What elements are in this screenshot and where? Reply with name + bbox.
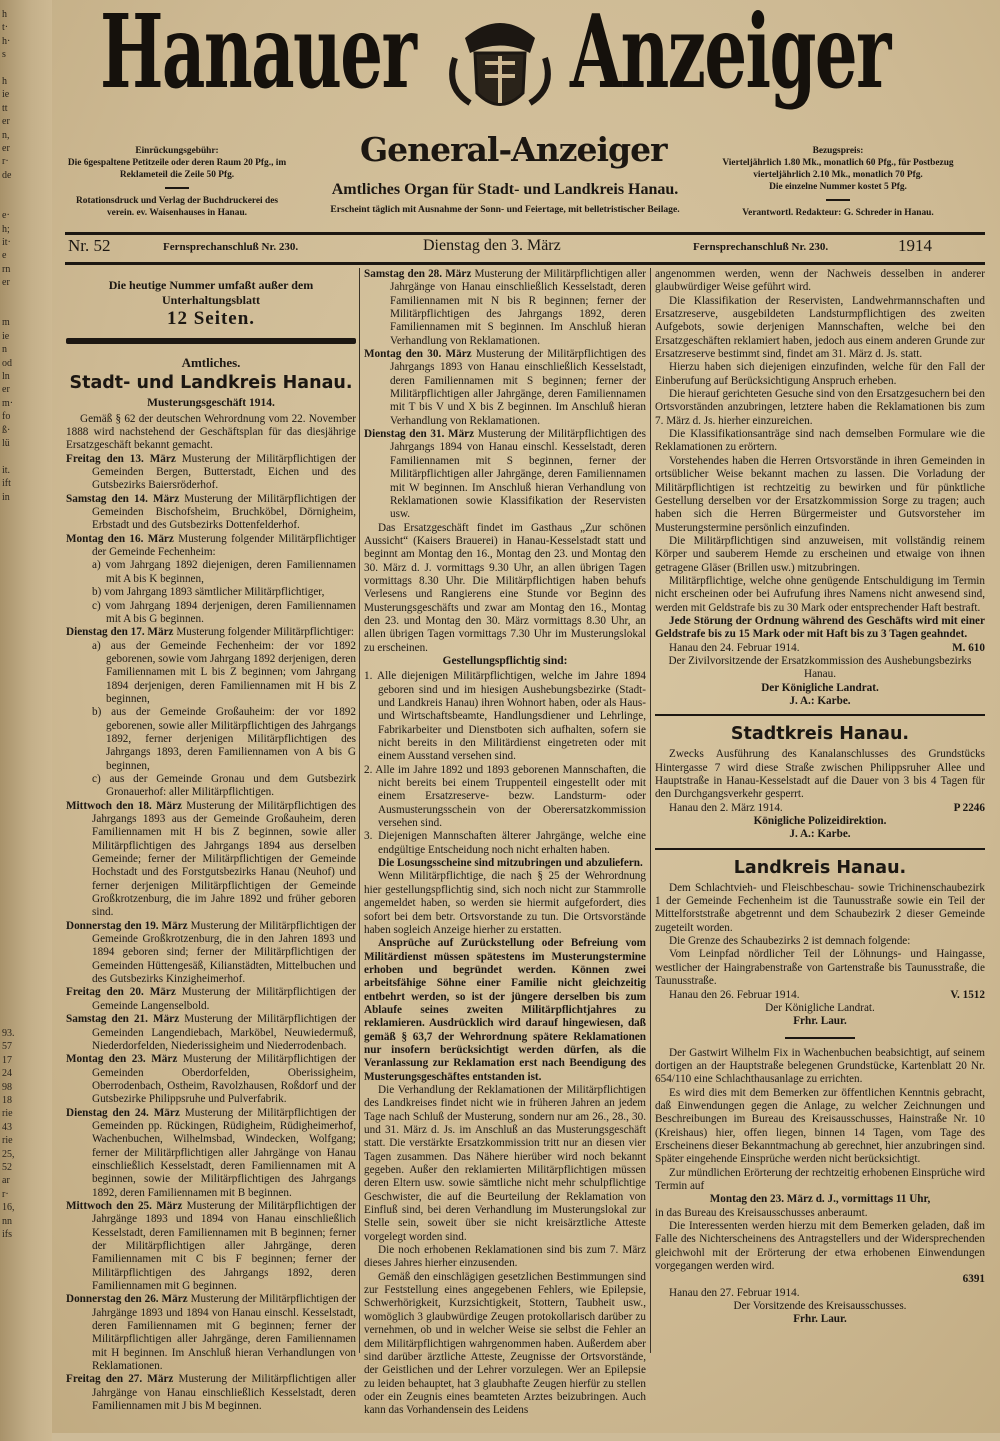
schedule-text: Musterung der Militärpflichtigen des Jahrgangs 1893 aus der Gemeinde Großauheim, deren Familiennamen mit H bis Z beginnen, sowie aller Militärpflichtigen des Jahrgangs 1894 aus derselben Gemeinde; ferner der Militärpflichtigen der Gemeinde Hochstadt und des Forstgutsbezirks Hanau (Neuhof) und ferner derjenigen Militärpflichtigen der Gemeinde Großkrotzenburg, die im Jahre 1892 und früher geboren sind.: [92, 799, 356, 919]
schedule-entry: [66, 986, 356, 1013]
margin-fragment: ln: [2, 370, 10, 382]
margin-fragment: in: [2, 491, 10, 503]
paragraph: Die Militärpflichtigen sind anzuweisen, mit vollständig reinem Körper und sauberem Hemde zu erscheinen und etwaige von ihnen getragene Gläser (Brillen usw.) mitzubringen.: [655, 534, 985, 574]
margin-fragment: [0, 182, 52, 195]
margin-fragment: [0, 450, 52, 463]
margin-fragment: 18: [2, 1094, 12, 1106]
margin-fragment: m: [2, 317, 10, 329]
date-reference-line: [655, 989, 985, 1002]
margin-fragment: [0, 933, 52, 946]
issue-year: 1914: [898, 236, 932, 255]
notice-rule: [66, 338, 356, 344]
margin-fragment: [0, 839, 52, 852]
title-hanauer: Hanauer: [100, 0, 416, 112]
margin-fragment: [0, 571, 52, 584]
schedule-entry: [66, 1373, 356, 1413]
margin-fragment: ifs: [2, 1228, 12, 1240]
margin-fragment: [0, 517, 52, 530]
margin-fragment: e·: [2, 210, 10, 222]
margin-fragment: [0, 652, 52, 665]
margin-fragment: h;: [2, 223, 10, 235]
margin-fragment: tt: [2, 102, 8, 114]
schedule-day: Mittwoch den 18. März: [66, 799, 183, 812]
schedule-text: Musterung der Militärpflichtigen der Gemeinden pp. Rückingen, Rüdigheim, Rüdigheimerhof, Wachenbuchen, Wilhelmsbad, Windecken, Wolfgang; ferner der Militärpflichtigen aller Jahrgänge von Hanau einschließlich Kesselstadt, deren Familiennamen mit A beginnen, sowie der Militärpflichtigen des Jahrgangs 1892, deren Familiennamen mit B beginnen.: [92, 1106, 356, 1199]
schedule-text: Musterung der Militärpflichtigen des Jahrgangs 1893 von Hanau einschließlich Kesselstadt, deren Familiennamen mit S beginnen; ferner der Militärpflichtigen aller Jahrgänge, deren Familiennamen mit T bis V und X bis Z beginnen. Im Anschluß hieran Verhandlung von Reklamationen.: [390, 348, 646, 427]
editor-text: Verantwortl. Redakteur: G. Schreder in Hanau.: [742, 208, 934, 218]
paragraph: Die Grenze des Schaubezirks 2 ist demnach folgende:: [669, 935, 911, 948]
subheading: Gestellungspflichtig sind:: [442, 654, 568, 667]
margin-fragment: [0, 745, 52, 758]
schedule-text: Musterung der Militärpflichtigen der Gemeinden Bischofsheim, Bruchköbel, Dörnigheim, Erbstadt und des Gutsbezirks Dottenfelderhof.: [92, 492, 356, 532]
dateline-rule: [65, 262, 985, 265]
page-count: 12 Seiten.: [166, 308, 256, 329]
paragraph: Die hierauf gerichteten Gesuche sind von den Ersatzgesuchern bei den Ortsvorständen anzubringen, letztere haben die Reklamationen bis zum 7. März d. Js. hierher einzureichen.: [655, 388, 985, 427]
schedule-day: Donnerstag den 26. März: [66, 1293, 188, 1306]
margin-fragment: h: [2, 76, 7, 88]
numbered-item: 2. Alle im Jahre 1892 und 1893 geborenen Mannschaften, die nicht bereits bei einem Truppenteil eingestellt oder mit einem Ersatzreserve- bezw. Landsturm- oder Ausmusterungsschein von der Oberersatzkommission versehen sind.: [364, 763, 646, 830]
signature-line: Frhr. Laur.: [793, 1015, 847, 1028]
date-reference-line: [655, 1273, 985, 1286]
margin-fragment: ß·: [2, 424, 11, 436]
margin-fragment: s: [2, 49, 6, 61]
schedule-text: Musterung der Militärpflichtigen des Jahrgangs 1894 von Hanau einschl. Kesselstadt, deren Familiennamen mit S beginnen, ferner der Militärpflichtigen aller Jahrgänge, deren Familiennamen mit W beginnen. Im Anschluß hieran Verhandlung von Reklamationen sowie Klassifikation der Reservisten usw.: [390, 428, 647, 521]
schedule-text: Musterung der Militärpflichtigen der Jahrgänge 1893 und 1894 von Hanau einschl. Kesselstadt, deren Familiennamen mit G beginnen; ferner der Militärpflichtigen aller Jahrgänge, deren Familiennamen mit H beginnen. Im Anschluß hieran Verhandlungen von Reklamationen.: [92, 1293, 357, 1373]
place-date: Hanau den 24. Februar 1914.: [669, 641, 800, 654]
margin-fragment: rie: [2, 1135, 13, 1147]
margin-fragment: [0, 638, 52, 651]
sub-item: a) vom Jahrgang 1892 diejenigen, deren Familiennamen mit A bis K beginnen,: [92, 559, 356, 585]
margin-fragment: er: [2, 143, 10, 155]
schedule-entry: [66, 1053, 356, 1106]
margin-fragment: t·: [2, 22, 9, 34]
dateline: [68, 236, 983, 261]
column-divider: [359, 268, 360, 1353]
numbered-item: 3. Diejenigen Mannschaften älterer Jahrgänge, welche eine endgültige Entscheidung noch nicht erhalten haben.: [364, 830, 646, 856]
paragraph: angenommen werden, wenn der Nachweis desselben in anderer glaubwürdiger Weise geführt wird.: [655, 268, 985, 294]
margin-fragment: [0, 504, 52, 517]
margin-fragment: [0, 719, 52, 732]
column-3: [655, 268, 985, 1353]
schedule-day: Samstag den 14. März: [66, 492, 180, 505]
paragraph: Der Gastwirt Wilhelm Fix in Wachenbuchen beabsichtigt, auf seinem dortigen an der Hauptstraße belegenen Grundstücke, Kartenblatt 20 Nr. 654/110 eine Schlachthausanlage zu errichten.: [655, 1046, 985, 1086]
signature-line: Der Königliche Landrat.: [761, 681, 879, 694]
price-text: Vierteljährlich 1.80 Mk., monatlich 60 Pfg., für Postbezug vierteljährlich 2.10 Mk., monatlich 70 Pfg.: [722, 158, 954, 180]
sub-item: c) aus der Gemeinde Gronau und dem Gutsbezirk Gronauerhof: aller Militärpflichtigen.: [92, 772, 356, 799]
margin-fragment: [0, 692, 52, 705]
phone-left: Fernsprechanschluß Nr. 230.: [163, 241, 299, 253]
margin-fragment: [0, 1000, 52, 1013]
advertising-rates-box: [62, 145, 292, 219]
margin-fragment: n: [2, 344, 7, 356]
margin-fragment: [0, 826, 52, 839]
paragraph: Wenn Militärpflichtige, die nach § 25 der Wehrordnung hier gestellungspflichtig sind, sich noch nicht zur Stammrolle angemeldet haben, so werden sie hiermit aufgefordert, dies sofort bei dem betr. Ortsvorstande zu tun. Die Ortsvorstände haben sogleich Anzeige hierher zu erstatten.: [364, 870, 646, 936]
schedule-day: Dienstag den 31. März: [364, 428, 475, 441]
date-reference-line: [655, 642, 985, 655]
schedule-entry: [66, 1200, 356, 1293]
margin-fragment: [0, 786, 52, 799]
schedule-text: Musterung der Militärpflichtigen aller Jahrgänge von Hanau einschließlich Kesselstadt, deren Familiennamen mit N bis R beginnen; ferner der Militärpflichtigen des Jahrgangs 1892, deren Familiennamen mit S beginnen. Im Anschluß hieran Verhandlung von Reklamationen.: [390, 268, 647, 347]
margin-fragment: [0, 906, 52, 919]
signature-line: J. A.: Karbe.: [789, 695, 851, 707]
margin-fragment: m·: [2, 397, 14, 409]
margin-fragment: [0, 960, 52, 973]
schedule-text: Musterung der Militärpflichtigen der Gemeinde Großkrotzenburg, die in den Jahren 1893 und 1894 geboren sind; ferner der Militärpflichtigen der Gemeinden Hüttengesäß, Kilianstädten, Mittelbuchen und des Gutsbezirks Kinzigheimerhof.: [92, 919, 357, 986]
margin-fragment: er: [2, 384, 10, 396]
margin-fragment: 17: [2, 1054, 12, 1066]
margin-fragment: [0, 598, 52, 611]
schedule-day: Samstag den 21. März: [66, 1013, 180, 1026]
issue-number: Nr. 52: [68, 236, 111, 255]
signature-line: Frhr. Laur.: [793, 1313, 847, 1326]
paragraph: Das Ersatzgeschäft findet im Gasthaus „Zur schönen Aussicht“ (Kaisers Brauerei) in Hanau-Kesselstadt statt und beginnt am Montag den 16., Montag den 23. und Montag den 30. März d. J. vormittags 9.30 Uhr, an allen übrigen Tagen vormittags 8.30 Uhr. Die Militärpflichtigen haben behufs Verlesens und Rangierens eine Stunde vor Beginn des Musterungsgeschäfts und zwar am Montag den 16., Montag den 23. und Montag den 30. März vormittags 8.30 Uhr, an allen übrigen Tagen vormittags 7.30 Uhr im Musterungslokal zu erscheinen.: [364, 521, 646, 654]
margin-fragment: [0, 866, 52, 879]
schedule-text: Musterung der Militärpflichtigen der Gemeinden Bergen, Butterstadt, Eichen und des Gutsbezirks Baiersröderhof.: [92, 452, 356, 492]
masthead-title: [100, 0, 970, 124]
margin-fragment: rn: [2, 263, 11, 275]
margin-fragment: 57: [2, 1041, 12, 1053]
reference-number: 6391: [962, 1273, 985, 1286]
section-rule: [655, 714, 985, 716]
schedule-day: Montag den 23. März: [66, 1053, 178, 1066]
paragraph: in das Bureau des Kreisausschusses anberaumt.: [655, 1206, 868, 1219]
margin-fragment: [0, 732, 52, 745]
signature-line: Montag den 23. März d. J., vormittags 11 Uhr,: [709, 1193, 931, 1206]
adjacent-page-margin: [0, 0, 52, 1441]
paragraph: Die Interessenten werden hierzu mit dem Bemerken geladen, daß im Falle des Nichterscheinens des Antragstellers und der Widersprechenden gleichwohl mit der Erörterung der etwa erhobenen Einwendungen vorgegangen werden wird.: [655, 1220, 985, 1273]
margin-fragment: e: [2, 250, 7, 262]
section-heading: Amtliches.: [181, 355, 241, 370]
schedule-text: Musterung der Militärpflichtigen der Gemeinden Langendiebach, Marköbel, Neuwiedermuß, Niederdorfelden, Niederissigheim und Niederrodenbach.: [92, 1013, 356, 1052]
paragraph: Die noch erhobenen Reklamationen sind bis zum 7. März dieses Jahres hierher einzusenden.: [364, 1244, 646, 1270]
schedule-text: Musterung der Militärpflichtigen aller Jahrgänge von Hanau einschließlich Kesselstadt, deren Familiennamen mit J bis M beginnen.: [92, 1373, 356, 1413]
paragraph: Zwecks Ausführung des Kanalanschlusses des Grundstücks Hintergasse 7 wird diese Straße zwischen Philippsruher Allee und Hauptstraße in Hanau-Kesselstadt auf die Dauer von 3 bis 4 Tagen für den Durchgangsverkehr gesperrt.: [655, 748, 985, 801]
paragraph: Die Verhandlung der Reklamationen der Militärpflichtigen des Landkreises findet nicht wie in früheren Jahren an jedem Tage nach Schluß der Musterung, sondern nur am 26., 28., 30. und 31. März d. Js. im Anschluß an das Musterungsgeschäft statt. Die verstärkte Ersatzkommission tritt nur an diesen vier Tagen zusammen. Das Nähere hierüber wird noch bekannt gegeben. Außer den reklamierten Militärpflichtigen müssen deren Eltern usw. sowie sämtliche nicht mehr schulpflichtige Geschwister, die auf die Beurteilung der Reklamation von Einfluß sind, bei deren Verhandlung im Musterungslokal zur Stelle sein, soweit über sie nicht kreisärztliche Atteste vorgelegt worden sind.: [364, 1083, 646, 1243]
column-1: [66, 268, 357, 1413]
paragraph: Die Klassifikationsanträge sind nach demselben Formulare wie die Reklamationen zu erörtern.: [655, 428, 985, 454]
bold-paragraph: Die Losungsscheine sind mitzubringen und abzuliefern.: [378, 857, 643, 870]
margin-fragment: ie: [2, 89, 10, 101]
place-date: Hanau den 26. Februar 1914.: [669, 988, 800, 1001]
signature-line: Der Königliche Landrat.: [765, 1001, 875, 1014]
margin-fragment: [0, 853, 52, 866]
margin-fragment: 25,: [2, 1148, 15, 1160]
schedule-text: Musterung der Militärpflichtigen der Jahrgänge 1893 und 1894 von Hanau einschließlich Kesselstadt, deren Familiennamen mit B beginnen; ferner der Militärpflichtigen aller Jahrgänge, deren Familiennamen mit C bis F beginnen; ferner der Militärpflichtigen des Jahrgangs 1892, deren Familiennamen mit G beginnen.: [92, 1199, 356, 1293]
margin-fragment: od: [2, 357, 12, 369]
margin-fragment: [0, 544, 52, 557]
sub-item: b) aus der Gemeinde Großauheim: der vor 1892 geborenen, sowie aller Militärpflichtigen des Jahrgangs 1892, ferner derjenigen Militärpflichtigen des Jahrgangs 1893, deren Familiennamen von A bis G beginnen,: [92, 706, 356, 772]
schedule-text: Musterung der Militärpflichtigen der Gemeinden Oberdorfelden, Oberissigheim, Oberrodenbach, Ostheim, Ravolzhausen, Roßdorf und der Gutsbezirke Philippsruhe und Pulverfabrik.: [92, 1053, 356, 1106]
subtitle: General-Anzeiger: [360, 130, 667, 169]
margin-fragment: it·: [2, 236, 11, 248]
margin-fragment: h: [2, 9, 7, 20]
margin-fragment: de: [2, 169, 12, 181]
margin-fragment: [0, 799, 52, 812]
margin-fragment: [0, 678, 52, 691]
margin-fragment: rie: [2, 1108, 13, 1120]
margin-fragment: [0, 625, 52, 638]
schedule-day: Montag den 30. März: [364, 348, 472, 361]
margin-fragment: [0, 973, 52, 986]
paragraph: Dem Schlachtvieh- und Fleischbeschau- sowie Trichinenschaubezirk 1 der Gemeinde Fechenheim ist die Taunusstraße sowie ein Teil der Mittelforststraße abgetrennt und dem Schaubezirk 2 dieser Gemeinde zugeteilt worden.: [655, 881, 985, 934]
notice-headline: Stadt- und Landkreis Hanau.: [69, 373, 353, 394]
schedule-day: Mittwoch den 25. März: [66, 1199, 183, 1212]
margin-fragment: lü: [2, 438, 10, 449]
schedule-text: Musterung folgender Militärpflichtiger:: [176, 626, 355, 639]
rates-heading: Einrückungsgebühr:: [135, 146, 219, 156]
schedule-day: Dienstag den 17. März: [66, 626, 174, 639]
date-reference-line: [655, 802, 985, 815]
single-price: Die einzelne Nummer kostet 5 Pfg.: [769, 182, 907, 192]
margin-fragment: nn: [2, 1215, 12, 1227]
paragraph: Hierzu haben sich diejenigen einzufinden, welche für den Fall der Einberufung auf Berücksichtigung Anspruch erheben.: [655, 361, 985, 387]
organ-line: Amtliches Organ für Stadt- und Landkreis Hanau.: [331, 181, 679, 198]
margin-fragment: [0, 772, 52, 785]
schedule-day: Montag den 16. März: [66, 532, 174, 545]
date-reference-line: [655, 1287, 985, 1300]
bold-paragraph: Ansprüche auf Zurückstellung oder Befreiung vom Militärdienst müssen spätestens im Musterungstermine erhoben und begründet werden. Können zwei arbeitsfähige Söhne einer Familie nicht gleichzeitig entbehrt werden, so ist der jüngere derselben bis zum Ablaufe seines zweiten Militärpflichtjahres zu reklamieren. Ausdrücklich wird darauf hingewiesen, daß gemäß § 63,7 der Wehrordnung spätere Reklamationen nur insofern berücksichtigt werden dürfen, als die Veranlassung zur Reklamation erst nach Beendigung des Musterungsgeschäftes entstanden ist.: [364, 937, 646, 1083]
reference-number: M. 610: [952, 641, 985, 654]
margin-fragment: er: [2, 116, 10, 128]
paragraph: Gemäß den einschlägigen gesetzlichen Bestimmungen sind zur Feststellung eines angegebenen Fehlers, wie Epilepsie, Schwerhörigkeit, Kurzsichtigkeit, Stottern, Taubheit usw., womöglich 3 glaubwürdige Zeugen protokollarisch darüber zu vernehmen, ob und in welcher Weise sie selbst die Fehler an dem Militärpflichtigen wahrgenommen haben. Außerdem aber sind darüber ärztliche Atteste, Zeugnisse der Ortsvorstände, der Geistlichen und der Lehrer vorzulegen. Wer an Epilepsie zu leiden behauptet, hat 3 glaubhafte Zeugen hierfür zu stellen oder ein Zeugnis eines beamteten Arztes beizubringen. Auch kann das Vorhandensein des Leidens: [364, 1270, 646, 1417]
schedule-entry: [364, 348, 646, 428]
schedule-text: Musterung folgender Militärpflichtiger der Gemeinde Fechenheim:: [92, 532, 356, 559]
paragraph: Vorstehendes haben die Herren Ortsvorstände in ihren Gemeinden in ortsüblicher Weise bekannt machen zu lassen. Die Vorladung der Militärpflichtigen ist rechtzeitig zu bewirken und für pünktliche Gestellung derselben vor der Ersatzkommission Sorge zu tragen; auch haben sich die Herren Bürgermeister und Gutsvorsteher im Musterungstermine persönlich einzufinden.: [655, 454, 985, 534]
schedule-day: Samstag den 28. März: [364, 268, 472, 280]
margin-fragment: n,: [2, 129, 10, 141]
margin-fragment: h·: [2, 35, 11, 47]
schedule-entry: [66, 920, 356, 987]
paragraph: Gemäß § 62 der deutschen Wehrordnung vom 22. November 1888 wird nachstehend der Geschäftsplan für das diesjährige Ersatzgeschäft bekannt gemacht.: [66, 412, 356, 452]
margin-fragment: er: [2, 277, 10, 289]
margin-fragment: [0, 558, 52, 571]
schedule-entry: [66, 800, 356, 920]
short-rule: [785, 1037, 855, 1039]
margin-fragment: [0, 665, 52, 678]
signature-line: J. A.: Karbe.: [789, 828, 851, 841]
notice-headline: Landkreis Hanau.: [733, 857, 907, 878]
margin-fragment: 43: [2, 1121, 12, 1133]
sub-item: b) vom Jahrgang 1893 sämtlicher Militärpflichtiger,: [92, 586, 325, 599]
margin-fragment: [0, 987, 52, 1000]
signature-line: Der Vorsitzende des Kreisausschusses.: [733, 1300, 907, 1313]
title-anzeiger: Anzeiger: [570, 0, 890, 112]
margin-fragment: [0, 611, 52, 624]
schedule-entry: [66, 453, 356, 493]
margin-fragment: ar: [2, 1175, 10, 1187]
margin-fragment: 98: [2, 1081, 12, 1093]
margin-fragment: fo: [2, 411, 11, 423]
margin-fragment: [0, 196, 52, 209]
schedule-day: Freitag den 20. März: [66, 986, 176, 999]
margin-fragment: ift: [2, 478, 11, 490]
price-heading: Bezugspreis:: [812, 146, 864, 156]
margin-fragment: [0, 62, 52, 75]
schedule-entry: [66, 1013, 356, 1053]
schedule-entry: [364, 428, 646, 521]
margin-fragment: [0, 920, 52, 933]
paragraph: Zur mündlichen Erörterung der rechtzeitig erhobenen Einsprüche wird Termin auf: [655, 1166, 985, 1192]
frequency-line: Erscheint täglich mit Ausnahme der Sonn- und Feiertage, mit belletristischer Beilage.: [330, 204, 680, 215]
schedule-entry: [66, 1107, 356, 1200]
paragraph: Vom Leinpfad nördlicher Teil der Löhnungs- und Haingasse, westlicher der Haingrabenstraße von Gartenstraße bis Taunusstraße, die Taunusstraße.: [655, 948, 985, 988]
signature-line: Der Zivilvorsitzende der Ersatzkommission des Aushebungsbezirks Hanau.: [668, 654, 972, 681]
margin-fragment: r·: [2, 156, 9, 168]
schedule-entry: [66, 626, 356, 639]
margin-fragment: [0, 946, 52, 959]
coat-of-arms-icon: [445, 8, 555, 118]
schedule-entry: [66, 493, 356, 533]
schedule-day: Freitag den 13. März: [66, 452, 176, 465]
subscription-box: [718, 145, 958, 219]
margin-fragment: [0, 584, 52, 597]
schedule-entry: [66, 533, 356, 560]
schedule-day: Dienstag den 24. März: [66, 1106, 180, 1119]
margin-fragment: 16,: [2, 1202, 15, 1214]
paragraph: Militärpflichtige, welche ohne genügende Entschuldigung im Termin nicht erscheinen oder bei Aufrufung ihres Namens nicht anwesend sind, werden mit Geldstrafe bis zu 30 Mark oder entsprechender Haft bestraft.: [655, 574, 985, 614]
notice-text: Die heutige Nummer umfaßt außer dem Unterhaltungsblatt: [108, 278, 314, 307]
paragraph: Die Klassifikation der Reservisten, Landwehrmannschaften und Ersatzreserve, ausgebildeten Landsturmpflichtigen des zweiten Aufgebots, sowie derjenigen Mannschaften, welche bei den Ersatzgeschäften reklamiert haben, jedoch aus einem anderen Grunde zur Ersatzreserve bestimmt sind, findet am 31. März d. Js. statt.: [655, 294, 985, 361]
reference-number: V. 1512: [950, 988, 985, 1001]
margin-fragment: [0, 290, 52, 303]
reference-number: P 2246: [953, 801, 985, 814]
schedule-text: Musterung der Militärpflichtigen der Gemeinde Langenselbold.: [92, 986, 356, 1012]
margin-fragment: [0, 759, 52, 772]
signature-line: Königliche Polizeidirektion.: [753, 815, 887, 828]
notice-headline: Stadtkreis Hanau.: [730, 724, 910, 745]
margin-fragment: 93.: [2, 1027, 15, 1039]
margin-fragment: [0, 1013, 52, 1026]
margin-fragment: ie: [2, 330, 10, 342]
schedule-day: Freitag den 27. März: [66, 1373, 174, 1386]
divider: [826, 199, 850, 201]
issue-date: Dienstag den 3. März: [423, 237, 561, 254]
section-rule: [655, 848, 985, 850]
bold-paragraph: Jede Störung der Ordnung während des Geschäfts wird mit einer Geldstrafe bis zu 15 Mark oder mit Haft bis zu 3 Tagen geahndet.: [655, 614, 985, 641]
rates-text: Die 6gespaltene Petitzeile oder deren Raum 20 Pfg., im Reklameteil die Zeile 50 Pfg.: [67, 158, 287, 180]
publisher-text: Rotationsdruck und Verlag der Buchdruckerei des verein. ev. Waisenhauses in Hanau.: [75, 196, 279, 218]
margin-fragment: [0, 303, 52, 316]
margin-fragment: [0, 812, 52, 825]
subheading: Musterungsgeschäft 1914.: [147, 397, 275, 410]
margin-fragment: [0, 879, 52, 892]
masthead-rule: [65, 232, 985, 235]
sub-item: a) aus der Gemeinde Fechenheim: der vor 1892 geborenen, sowie vom Jahrgang 1892 derjenigen, deren Familiennamen mit L bis Z beginnen; vom Jahrgang 1894 derjenigen, deren Familiennamen mit H bis Z beginnen,: [92, 639, 356, 705]
margin-fragment: 52: [2, 1161, 12, 1173]
margin-fragment: [0, 531, 52, 544]
page-count-notice: [66, 268, 356, 334]
schedule-entry: [364, 268, 646, 348]
paragraph: Es wird dies mit dem Bemerken zur öffentlichen Kenntnis gebracht, daß Einwendungen gegen die Anlage, zu welcher Zeichnungen und Beschreibungen im Bureau des Kreisausschusses, Hainstraße Nr. 10 (Kreishaus) hier, offen liegen, binnen 14 Tagen, vom Tage des Erscheinens dieser Bekanntmachung ab gerechnet, hier anzubringen sind. Später eingehende Einsprüche werden nicht berücksichtigt.: [655, 1086, 985, 1166]
margin-fragment: r·: [2, 1188, 9, 1200]
sub-item: c) vom Jahrgang 1894 derjenigen, deren Familiennamen mit A bis G beginnen.: [92, 599, 356, 625]
divider: [165, 187, 189, 189]
column-divider: [650, 268, 651, 1353]
schedule-entry: [66, 1293, 356, 1373]
margin-fragment: [0, 705, 52, 718]
margin-fragment: 24: [2, 1068, 12, 1080]
numbered-item: 1. Alle diejenigen Militärpflichtigen, welche im Jahre 1894 geboren sind und im hiesigen Aushebungsbezirke (Stadt- und Landkreis Hanau) ihren Wohnort haben, oder als Haus- und Wirtschaftsbeamte, Handlungsdiener und Lehrlinge, Fabrikarbeiter und Dienstboten sich aufhalten, sofern sie nicht bereits in den Militärdienst eingetreten oder mit einem Ausstand versehen sind.: [364, 670, 646, 763]
schedule-day: Donnerstag den 19. März: [66, 919, 188, 932]
phone-right: Fernsprechanschluß Nr. 230.: [693, 241, 829, 253]
place-date: Hanau den 27. Februar 1914.: [669, 1286, 800, 1299]
margin-fragment: [0, 893, 52, 906]
place-date: Hanau den 2. März 1914.: [669, 801, 783, 814]
column-2: [364, 268, 647, 1417]
margin-fragment: it.: [2, 464, 11, 476]
